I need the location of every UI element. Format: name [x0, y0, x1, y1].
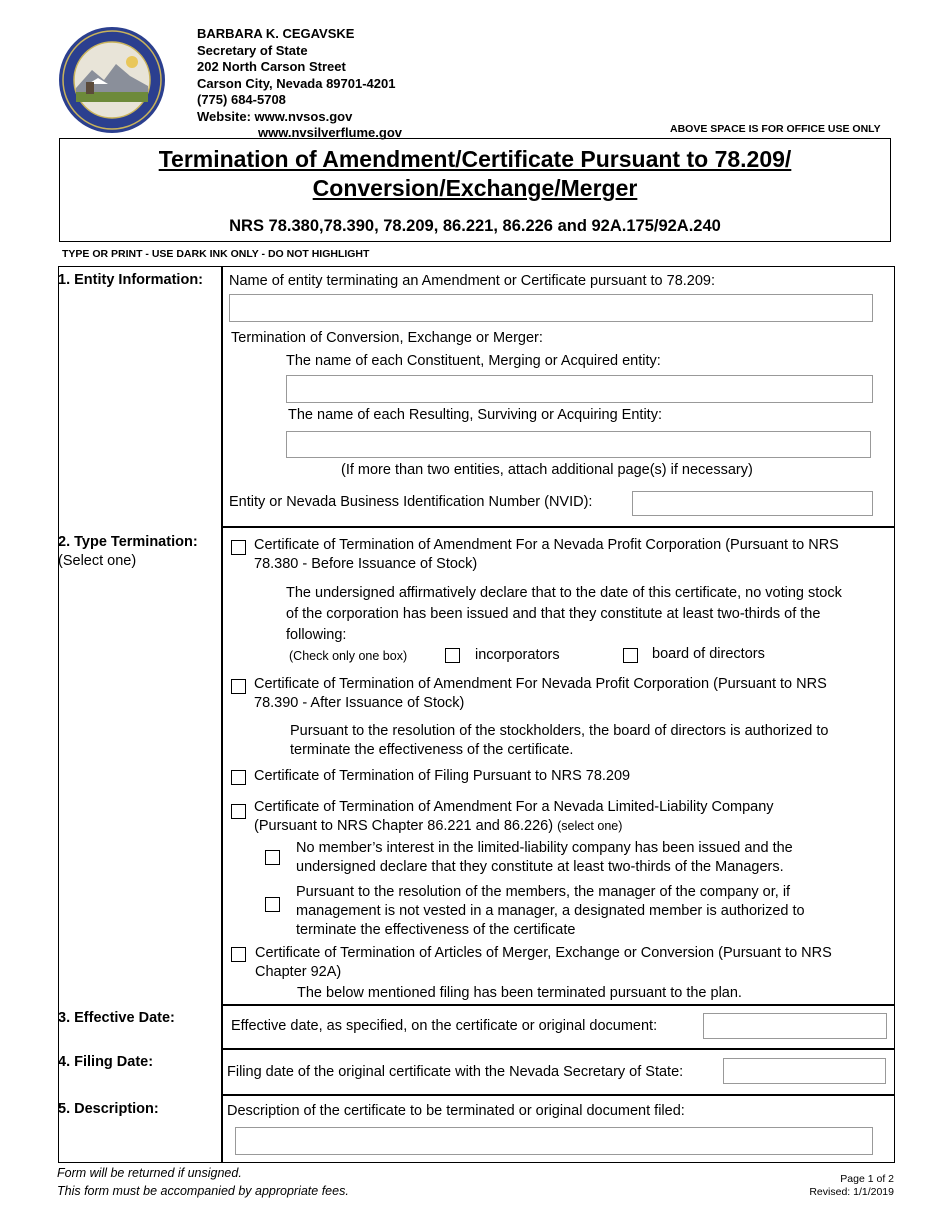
- opt2-label-line1: Certificate of Termination of Amendment For Nevada Profit Corporation (Pursuant to NRS: [254, 676, 827, 692]
- llc-option-a-checkbox[interactable]: [265, 850, 280, 865]
- form-title-box: [59, 138, 891, 242]
- declare-line3: following:: [286, 627, 347, 643]
- secretary-contact-block: [197, 26, 402, 142]
- opt4-checkbox[interactable]: [231, 804, 246, 819]
- nvid-label: Entity or Nevada Business Identification Number (NVID):: [229, 494, 593, 510]
- opt5-label-line1: Certificate of Termination of Articles of Merger, Exchange or Conversion (Pursuant to NRS: [255, 945, 832, 961]
- secretary-title: Secretary of State: [197, 42, 308, 58]
- row-divider-4: [221, 1094, 895, 1096]
- more-entities-note: (If more than two entities, attach additional page(s) if necessary): [341, 462, 753, 478]
- opt1-label-line1: Certificate of Termination of Amendment For a Nevada Profit Corporation (Pursuant to NRS: [254, 537, 839, 553]
- conversion-label: Termination of Conversion, Exchange or Merger:: [231, 330, 543, 346]
- constituent-label: The name of each Constituent, Merging or Acquired entity:: [286, 353, 661, 369]
- secretary-name: BARBARA K. CEGAVSKE: [197, 26, 355, 41]
- fees-note: This form must be accompanied by appropriate fees.: [57, 1184, 349, 1198]
- nvid-field[interactable]: [632, 491, 873, 516]
- constituent-entity-field[interactable]: [286, 375, 873, 403]
- opt4-chapter: (Pursuant to NRS Chapter 86.221 and 86.226): [254, 818, 554, 834]
- opt1-label-line2: 78.380 - Before Issuance of Stock): [254, 556, 478, 572]
- footer-page-info: [780, 1173, 894, 1199]
- opt2-checkbox[interactable]: [231, 679, 246, 694]
- section-1-label: 1. Entity Information:: [58, 272, 203, 288]
- opt5-checkbox[interactable]: [231, 947, 246, 962]
- llc-option-b-checkbox[interactable]: [265, 897, 280, 912]
- effective-date-label: Effective date, as specified, on the certificate or original document:: [231, 1018, 658, 1034]
- incorporators-checkbox[interactable]: [445, 648, 460, 663]
- office-city: Carson City, Nevada 89701-4201: [197, 75, 396, 91]
- form-title-line1: Termination of Amendment/Certificate Pursuant to 78.209/: [158, 146, 792, 172]
- office-phone: (775) 684-5708: [197, 92, 286, 107]
- opt3-checkbox[interactable]: [231, 770, 246, 785]
- description-label: Description of the certificate to be terminated or original document filed:: [227, 1103, 685, 1119]
- row-divider-2: [221, 1004, 895, 1006]
- resolution-line2: terminate the effectiveness of the certificate.: [290, 742, 574, 758]
- row-divider-1: [221, 526, 895, 528]
- entity-name-label: Name of entity terminating an Amendment or Certificate pursuant to 78.209:: [229, 273, 716, 289]
- section-5-label: 5. Description:: [58, 1101, 159, 1117]
- row-divider-3: [221, 1048, 895, 1050]
- resulting-entity-field[interactable]: [286, 431, 871, 458]
- entity-name-field[interactable]: [229, 294, 873, 322]
- declare-line1: The undersigned affirmatively declare that to the date of this certificate, no voting stock: [286, 585, 842, 601]
- form-title-line2: Conversion/Exchange/Merger: [312, 175, 638, 201]
- unsigned-note: Form will be returned if unsigned.: [57, 1166, 242, 1180]
- resulting-label: The name of each Resulting, Surviving or Acquiring Entity:: [288, 407, 662, 423]
- column-divider: [221, 266, 223, 1163]
- llc-b-line2: management is not vested in a manager, a designated member is authorized to: [296, 903, 805, 919]
- section-3-label: 3. Effective Date:: [58, 1010, 175, 1026]
- llc-a-line2: undersigned declare that they constitute at least two-thirds of the Managers.: [296, 859, 784, 875]
- nrs-references: NRS 78.380,78.390, 78.209, 86.221, 86.226 and 92A.175/92A.240: [229, 217, 721, 235]
- section-2-title: 2. Type Termination:: [58, 534, 198, 550]
- section-4-label: 4. Filing Date:: [58, 1054, 154, 1070]
- silverflume-link[interactable]: www.nvsilverflume.gov: [258, 125, 403, 140]
- website-link[interactable]: Website: www.nvsos.gov: [197, 108, 353, 124]
- effective-date-field[interactable]: [703, 1013, 887, 1039]
- office-use-note: ABOVE SPACE IS FOR OFFICE USE ONLY: [670, 123, 881, 135]
- board-checkbox[interactable]: [623, 648, 638, 663]
- office-street: 202 North Carson Street: [197, 59, 346, 74]
- section-2-sublabel: (Select one): [58, 553, 137, 569]
- incorporators-label: incorporators: [475, 647, 560, 663]
- opt4-select-note: (select one): [557, 819, 623, 833]
- filing-date-field[interactable]: [723, 1058, 886, 1084]
- filing-date-label: Filing date of the original certificate with the Nevada Secretary of State:: [227, 1064, 684, 1080]
- opt4-label-line2: [254, 817, 622, 837]
- ink-instructions: TYPE OR PRINT - USE DARK INK ONLY - DO NOT HIGHLIGHT: [62, 248, 370, 260]
- board-label: board of directors: [652, 646, 765, 662]
- check-only-one-note: (Check only one box): [289, 649, 408, 663]
- section-2-label: [58, 533, 198, 571]
- opt5-note: The below mentioned filing has been terminated pursuant to the plan.: [297, 985, 742, 1001]
- opt4-label-line1: Certificate of Termination of Amendment For a Nevada Limited-Liability Company: [254, 799, 774, 815]
- page-number: Page 1 of 2: [840, 1173, 894, 1185]
- opt5-label-line2: Chapter 92A): [255, 964, 342, 980]
- llc-a-line1: No member’s interest in the limited-liability company has been issued and the: [296, 840, 793, 856]
- description-field[interactable]: [235, 1127, 873, 1155]
- opt1-checkbox[interactable]: [231, 540, 246, 555]
- revision-date: Revised: 1/1/2019: [809, 1186, 894, 1198]
- llc-b-line3: terminate the effectiveness of the certificate: [296, 922, 576, 938]
- opt2-label-line2: 78.390 - After Issuance of Stock): [254, 695, 465, 711]
- opt3-label: Certificate of Termination of Filing Pursuant to NRS 78.209: [254, 768, 631, 784]
- declare-line2: of the corporation has been issued and that they constitute at least two-thirds of the: [286, 606, 821, 622]
- footer-notes: [57, 1164, 349, 1200]
- llc-b-line1: Pursuant to the resolution of the members, the manager of the company or, if: [296, 884, 791, 900]
- nevada-state-seal: [58, 26, 166, 134]
- resolution-line1: Pursuant to the resolution of the stockholders, the board of directors is authorized to: [290, 723, 829, 739]
